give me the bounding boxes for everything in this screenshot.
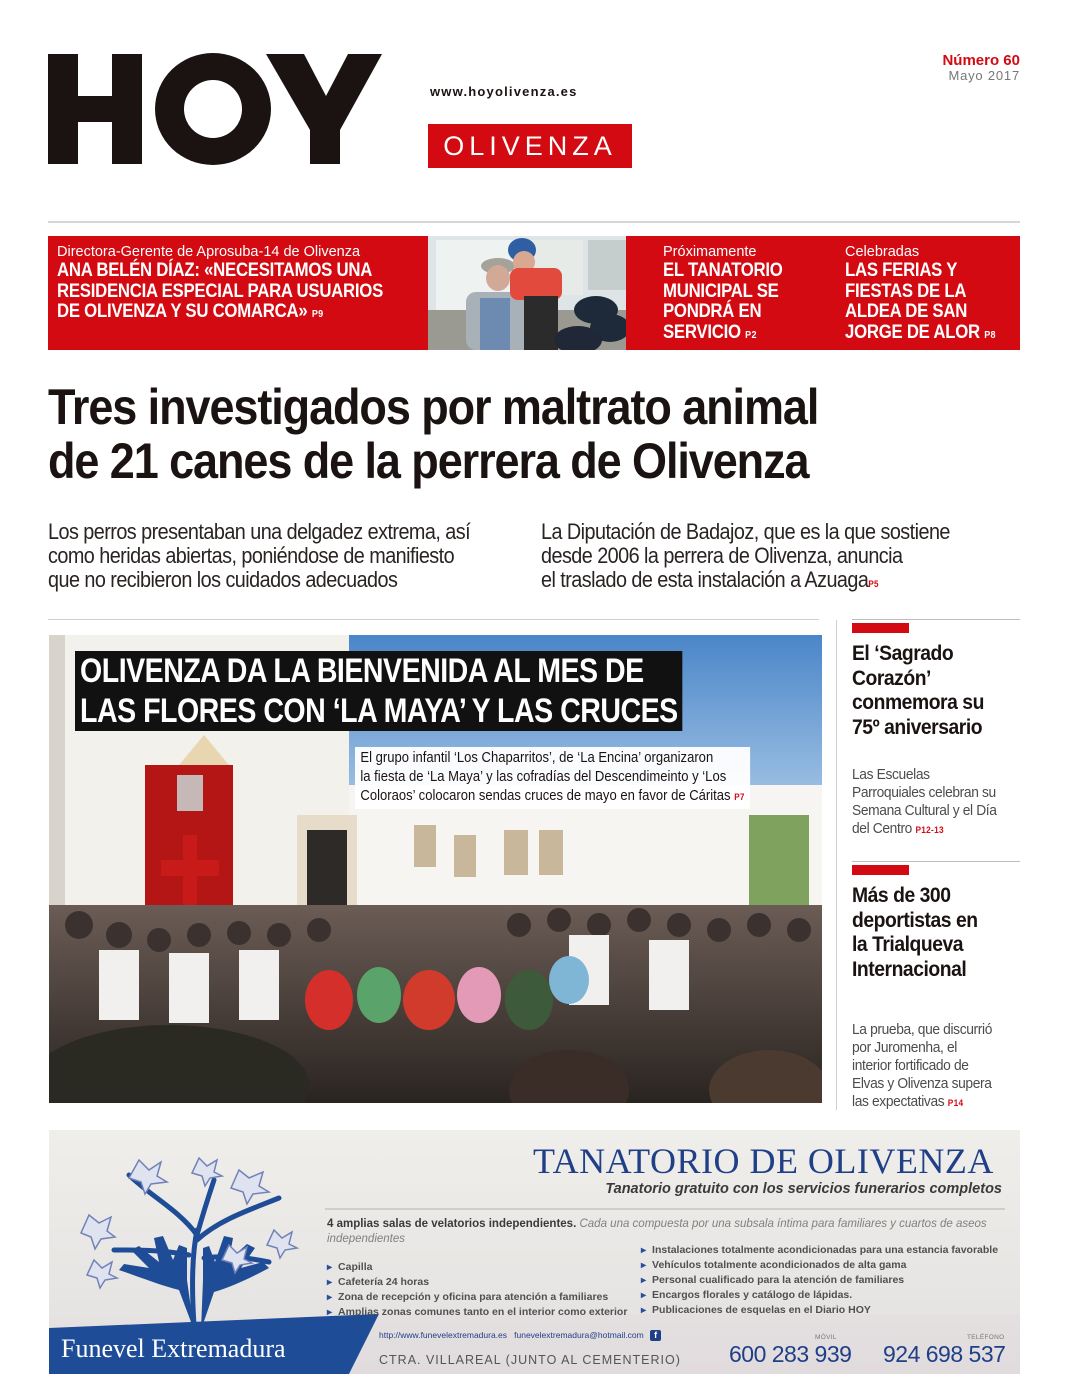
ad-services-list-left <box>327 1260 627 1320</box>
photo-story-headline: OLIVENZA DA LA BIENVENIDA AL MES DE LAS FLORES CON ‘LA MAYA’ Y LAS CRUCES <box>75 651 683 731</box>
ad-services-list-right <box>641 1243 998 1318</box>
sidebar-story-body: Las Escuelas Parroquiales celebran su Semana Cultural y el Día del Centro P12-13 <box>852 766 997 837</box>
ad-website-link[interactable]: http://www.funevelextremadura.es <box>379 1329 508 1340</box>
teaser-photo-interview <box>428 236 626 350</box>
page-ref: P5 <box>868 579 879 589</box>
section-divider <box>48 619 819 620</box>
ad-email-link[interactable]: funevelextremadura@hotmail.com <box>514 1329 644 1340</box>
red-section-tag <box>852 865 909 875</box>
page-ref: P2 <box>745 328 757 341</box>
main-headline[interactable]: Tres investigados por maltrato animal de 21 canes de la perrera de Olivenza <box>48 379 819 489</box>
ad-service-item: ▸ Vehículos totalmente acondicionados de alta gama <box>641 1258 998 1273</box>
sidebar-story-trialqueva[interactable]: Más de 300 deportistas en la Trialqueva Internacional <box>852 884 978 981</box>
issue-date: Mayo 2017 <box>948 68 1020 83</box>
ad-subtitle: Tanatorio gratuito con los servicios funerarios completos <box>605 1181 1002 1197</box>
sidebar-story-body: La prueba, que discurrió por Juromenha, el interior fortificado de Elvas y Olivenza supera las expectativas P14 <box>852 1021 992 1110</box>
main-subhead-left: Los perros presentaban una delgadez extrema, así como heridas abiertas, poniéndose de manifiesto que no recibieron los cuidados adecuados <box>48 519 471 592</box>
mobile-number[interactable]: 600 283 939 <box>729 1341 852 1367</box>
red-section-tag <box>852 623 909 633</box>
ad-address: CTRA. VILLAREAL (JUNTO AL CEMENTERIO) <box>379 1353 681 1367</box>
photo-couple-image <box>428 236 626 350</box>
ad-title: TANATORIO DE OLIVENZA <box>533 1141 994 1181</box>
ad-intro: 4 amplias salas de velatorios independientes. Cada una compuesta por una subsala íntima para familiares y cuartos de aseos independientes <box>327 1218 987 1245</box>
phone-number[interactable]: 924 698 537 <box>883 1341 1006 1367</box>
page-ref: P14 <box>947 1098 964 1108</box>
teaser-tanatorio[interactable] <box>663 244 833 345</box>
page-ref: P7 <box>734 792 745 802</box>
edition-badge: OLIVENZA <box>428 124 632 168</box>
ad-service-item: ▸ Personal cualificado para la atención de familiares <box>641 1273 998 1288</box>
page-ref: P8 <box>984 328 996 341</box>
ad-service-item: ▸ Publicaciones de esquelas en el Diario HOY <box>641 1303 998 1318</box>
photo-story-caption: El grupo infantil ‘Los Chaparritos’, de ‘La Encina’ organizaron la fiesta de ‘La Maya’ y las cofradías del Descendimeinto y ‘Los Coloraos’ colocaron sendas cruces de mayo en favor de Cáritas P7 <box>355 747 750 809</box>
page-ref: P12-13 <box>915 825 944 835</box>
phone-label: TELÉFONO <box>967 1334 1005 1341</box>
teaser-headline: EL TANATORIO MUNICIPAL SE PONDRÁ EN SERVICIO P2 <box>663 259 783 343</box>
main-subhead-right: La Diputación de Badajoz, que es la que sostiene desde 2006 la perrera de Olivenza, anuncia el traslado de esta instalación a AzuagaP5 <box>541 519 950 592</box>
teaser-ferias[interactable] <box>845 244 1020 345</box>
ad-service-item: ▸ Amplias zonas comunes tanto en el interior como exterior <box>327 1305 627 1320</box>
hoy-logo[interactable] <box>48 52 382 166</box>
teaser-kicker: Celebradas <box>845 244 920 260</box>
hoy-logo-wordmark <box>48 52 382 166</box>
sidebar-divider <box>852 619 1020 620</box>
teaser-headline: ANA BELÉN DÍAZ: «NECESITAMOS UNA RESIDENCIA ESPECIAL PARA USUARIOS DE OLIVENZA Y SU COMARCA» P9 <box>57 259 384 322</box>
ad-service-item: ▸ Zona de recepción y oficina para atención a familiares <box>327 1290 627 1305</box>
teaser-kicker: Próximamente <box>663 244 757 260</box>
sidebar-divider <box>852 861 1020 862</box>
sidebar-story-sagrado-corazon[interactable]: El ‘Sagrado Corazón’ conmemora su 75º aniversario <box>852 642 984 739</box>
ad-service-item: ▸ Cafetería 24 horas <box>327 1275 627 1290</box>
ad-service-item: ▸ Encargos florales y catálogo de lápidas. <box>641 1288 998 1303</box>
issue-number: Número 60 <box>942 52 1020 69</box>
column-divider <box>836 620 837 1110</box>
teaser-aprosuba[interactable] <box>57 244 477 325</box>
advertisement-tanatorio[interactable] <box>49 1130 1020 1374</box>
page-ref: P9 <box>311 308 324 320</box>
teaser-headline: LAS FERIAS Y FIESTAS DE LA ALDEA DE SAN JORGE DE ALOR P8 <box>845 259 996 343</box>
facebook-icon[interactable]: f <box>650 1330 661 1341</box>
ad-service-item: ▸ Instalaciones totalmente acondicionadas para una estancia favorable <box>641 1243 998 1258</box>
website-url[interactable]: www.hoyolivenza.es <box>430 84 578 99</box>
mobile-label: MÓVIL <box>815 1334 837 1341</box>
teaser-kicker: Directora-Gerente de Aprosuba-14 de Olivenza <box>57 244 361 260</box>
ad-contact-web <box>379 1330 661 1341</box>
header-divider <box>48 221 1020 223</box>
tree-hands-doves-icon <box>69 1140 319 1330</box>
ad-divider <box>325 1208 1005 1210</box>
teaser-strip <box>48 236 1020 350</box>
photo-story[interactable] <box>49 635 822 1103</box>
ad-brand-name: Funevel Extremadura <box>61 1334 286 1363</box>
ad-service-item: ▸ Capilla <box>327 1260 627 1275</box>
